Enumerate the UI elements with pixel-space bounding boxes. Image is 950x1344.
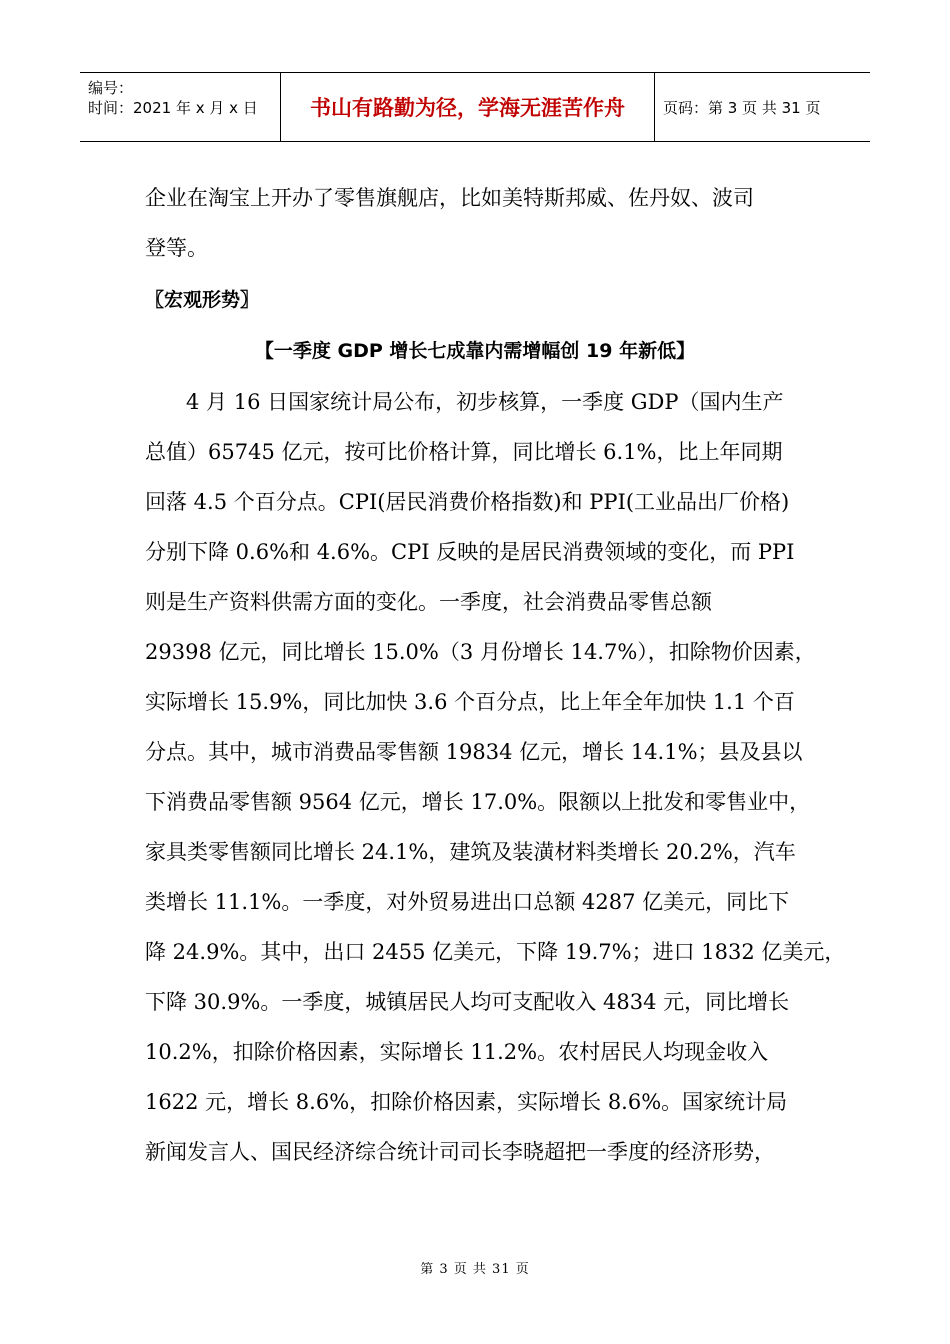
paragraph-line: 下降 30.9%。一季度，城镇居民人均可支配收入 4834 元，同比增长 xyxy=(145,990,790,1014)
paragraph-line: 10.2%，扣除价格因素，实际增长 11.2%。农村居民人均现金收入 xyxy=(145,1040,769,1064)
paragraph-line: 降 24.9%。其中，出口 2455 亿美元，下降 19.7%；进口 1832 亿美元， xyxy=(145,940,846,964)
paragraph-line: 总值）65745 亿元，按可比价格计算，同比增长 6.1%，比上年同期 xyxy=(145,440,783,464)
paragraph-line: 分点。其中，城市消费品零售额 19834 亿元，增长 14.1%；县及县以 xyxy=(145,740,803,764)
body-text-line: 企业在淘宝上开办了零售旗舰店，比如美特斯邦威、佐丹奴、波司 xyxy=(145,186,754,210)
paragraph-line: 分别下降 0.6%和 4.6%。CPI 反映的是居民消费领域的变化，而 PPI xyxy=(145,540,795,564)
paragraph-line: 新闻发言人、国民经济综合统计司司长李晓超把一季度的经济形势， xyxy=(145,1140,775,1164)
header-number-label: 编号： xyxy=(88,79,134,97)
page-header xyxy=(80,72,870,142)
header-date: 时间：2021 年 x 月 x 日 xyxy=(88,99,258,117)
section-label: 〖宏观形势〗 xyxy=(145,289,260,311)
paragraph-line: 实际增长 15.9%，同比加快 3.6 个百分点，比上年全年加快 1.1 个百 xyxy=(145,690,795,714)
paragraph-line: 29398 亿元，同比增长 15.0%（3 月份增长 14.7%），扣除物价因素， xyxy=(145,640,816,664)
header-meta xyxy=(80,73,281,141)
article-title: 【一季度 GDP 增长七成靠内需增幅创 19 年新低】 xyxy=(254,340,696,362)
paragraph-line: 回落 4.5 个百分点。CPI(居民消费价格指数)和 PPI(工业品出厂价格) xyxy=(145,490,790,514)
paragraph-line: 家具类零售额同比增长 24.1%，建筑及装潢材料类增长 20.2%，汽车 xyxy=(145,840,796,864)
paragraph-line: 4 月 16 日国家统计局公布，初步核算，一季度 GDP（国内生产 xyxy=(186,390,784,414)
paragraph-line: 类增长 11.1%。一季度，对外贸易进出口总额 4287 亿美元，同比下 xyxy=(145,890,790,914)
paragraph-line: 则是生产资料供需方面的变化。一季度，社会消费品零售总额 xyxy=(145,590,712,614)
page-footer: 第 3 页 共 31 页 xyxy=(420,1262,530,1277)
header-page-number: 页码：第 3 页 共 31 页 xyxy=(663,98,821,117)
paragraph-line: 1622 元，增长 8.6%，扣除价格因素，实际增长 8.6%。国家统计局 xyxy=(145,1090,788,1114)
header-motto: 书山有路勤为径，学海无涯苦作舟 xyxy=(281,73,655,141)
paragraph-line: 下消费品零售额 9564 亿元，增长 17.0%。限额以上批发和零售业中， xyxy=(145,790,811,814)
body-text-line: 登等。 xyxy=(145,236,208,260)
